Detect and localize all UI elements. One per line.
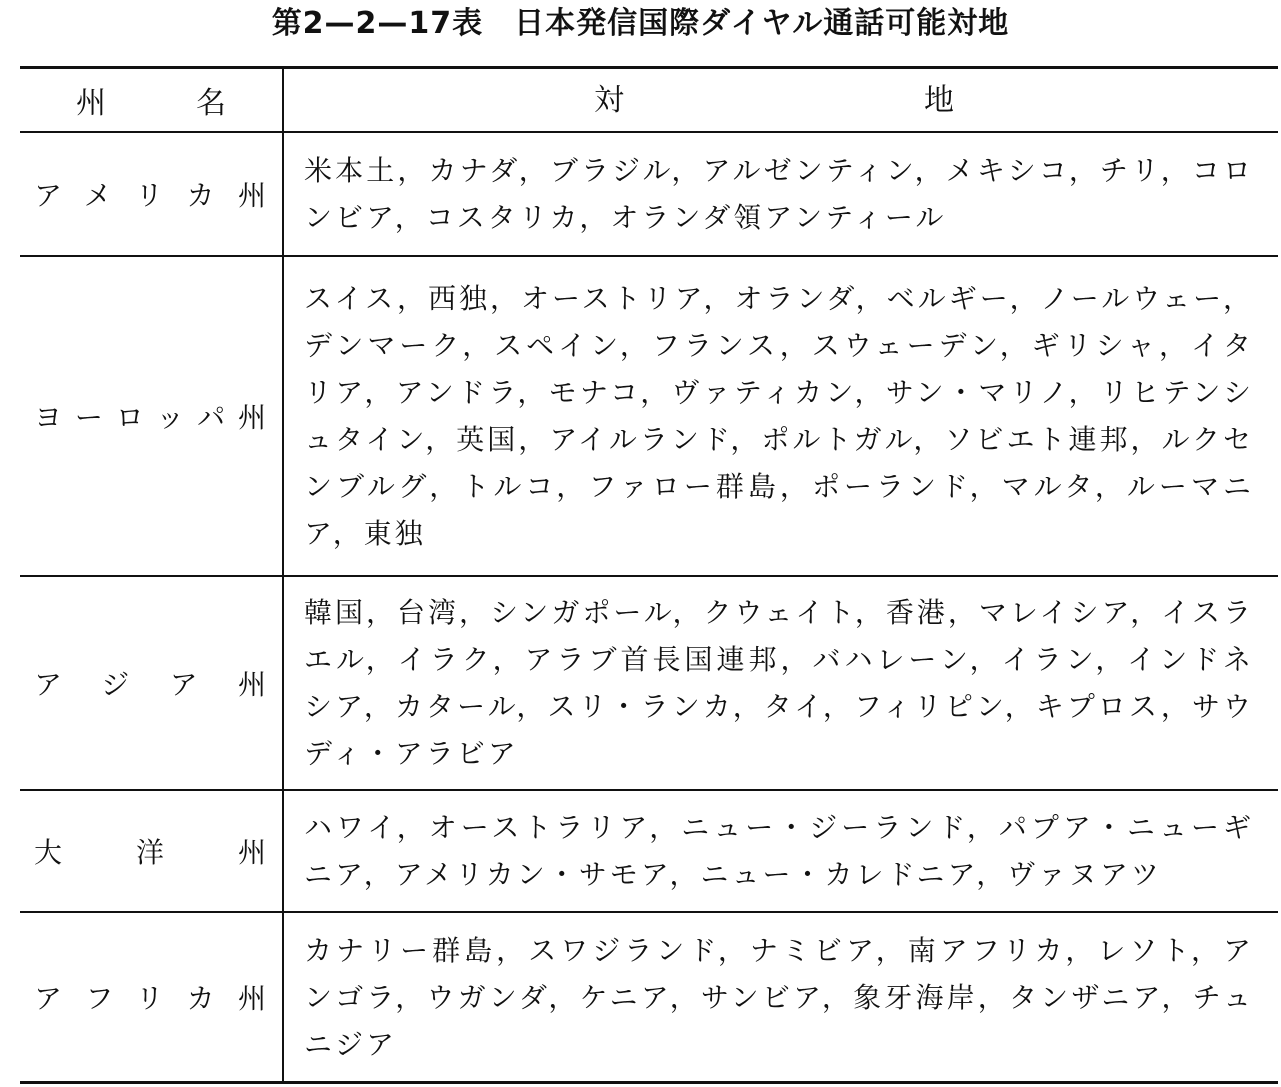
countries-list: 韓国，台湾，シンガポール，クウェイト，香港，マレイシア，イスラエル，イラク，アラブ首長国連邦，バハレーン，イラン，インドネシア，カタール，スリ・ランカ，タイ，フィリピン，キプロス，サウディ・アラビア xyxy=(304,596,1254,770)
countries-list: スイス，西独，オーストリア，オランダ，ベルギー，ノールウェー，デンマーク，スペイン，フランス，スウェーデン，ギリシャ，イタリア，アンドラ，モナコ，ヴァティカン，サン・マリノ，リヒテンシュタイン，英国，アイルランド，ポルトガル，ソビエト連邦，ルクセンブルグ，トルコ，ファロー群島，ポーランド，マルタ，ルーマニア，東独 xyxy=(304,282,1254,550)
region-name: アジア州 xyxy=(34,668,268,701)
header-countries-label xyxy=(594,77,954,124)
region-cell xyxy=(20,913,284,1081)
table-title: 第2—2—17表 日本発信国際ダイヤル通話可能対地 xyxy=(271,6,1010,41)
region-name: 大洋州 xyxy=(34,836,268,869)
header-region-cell xyxy=(20,69,284,131)
countries-cell xyxy=(284,257,1278,575)
region-cell xyxy=(20,577,284,789)
header-countries-char-2: 地 xyxy=(924,82,954,118)
region-name: ヨーロッパ州 xyxy=(34,401,268,434)
header-region-char-2: 名 xyxy=(196,86,226,121)
countries-cell xyxy=(284,577,1278,789)
table-row xyxy=(20,791,1278,913)
dialable-destinations-table xyxy=(20,66,1278,1084)
table-row xyxy=(20,577,1278,791)
table-header-row xyxy=(20,69,1278,133)
countries-cell xyxy=(284,133,1278,255)
header-region-char-1: 州 xyxy=(76,86,106,121)
header-countries-char-1: 対 xyxy=(594,82,624,118)
countries-list: ハワイ，オーストラリア，ニュー・ジーランド，パプア・ニューギニア，アメリカン・サモア，ニュー・カレドニア，ヴァヌアツ xyxy=(304,811,1254,891)
region-cell xyxy=(20,257,284,575)
table-row xyxy=(20,133,1278,257)
region-cell xyxy=(20,133,284,255)
countries-list: カナリー群島，スワジランド，ナミビア，南アフリカ，レソト，アンゴラ，ウガンダ，ケニア，サンビア，象牙海岸，タンザニア，チュニジア xyxy=(304,933,1254,1061)
region-name: アフリカ州 xyxy=(34,982,268,1015)
countries-cell xyxy=(284,791,1278,911)
table-row xyxy=(20,913,1278,1081)
header-countries-cell xyxy=(284,69,1278,131)
countries-cell xyxy=(284,913,1278,1081)
header-region-label xyxy=(76,78,226,122)
region-name: アメリカ州 xyxy=(34,179,268,212)
table-row xyxy=(20,257,1278,577)
countries-list: 米本土，カナダ，ブラジル，アルゼンティン，メキシコ，チリ，コロンビア，コスタリカ，オランダ領アンティール xyxy=(304,154,1254,234)
region-cell xyxy=(20,791,284,911)
